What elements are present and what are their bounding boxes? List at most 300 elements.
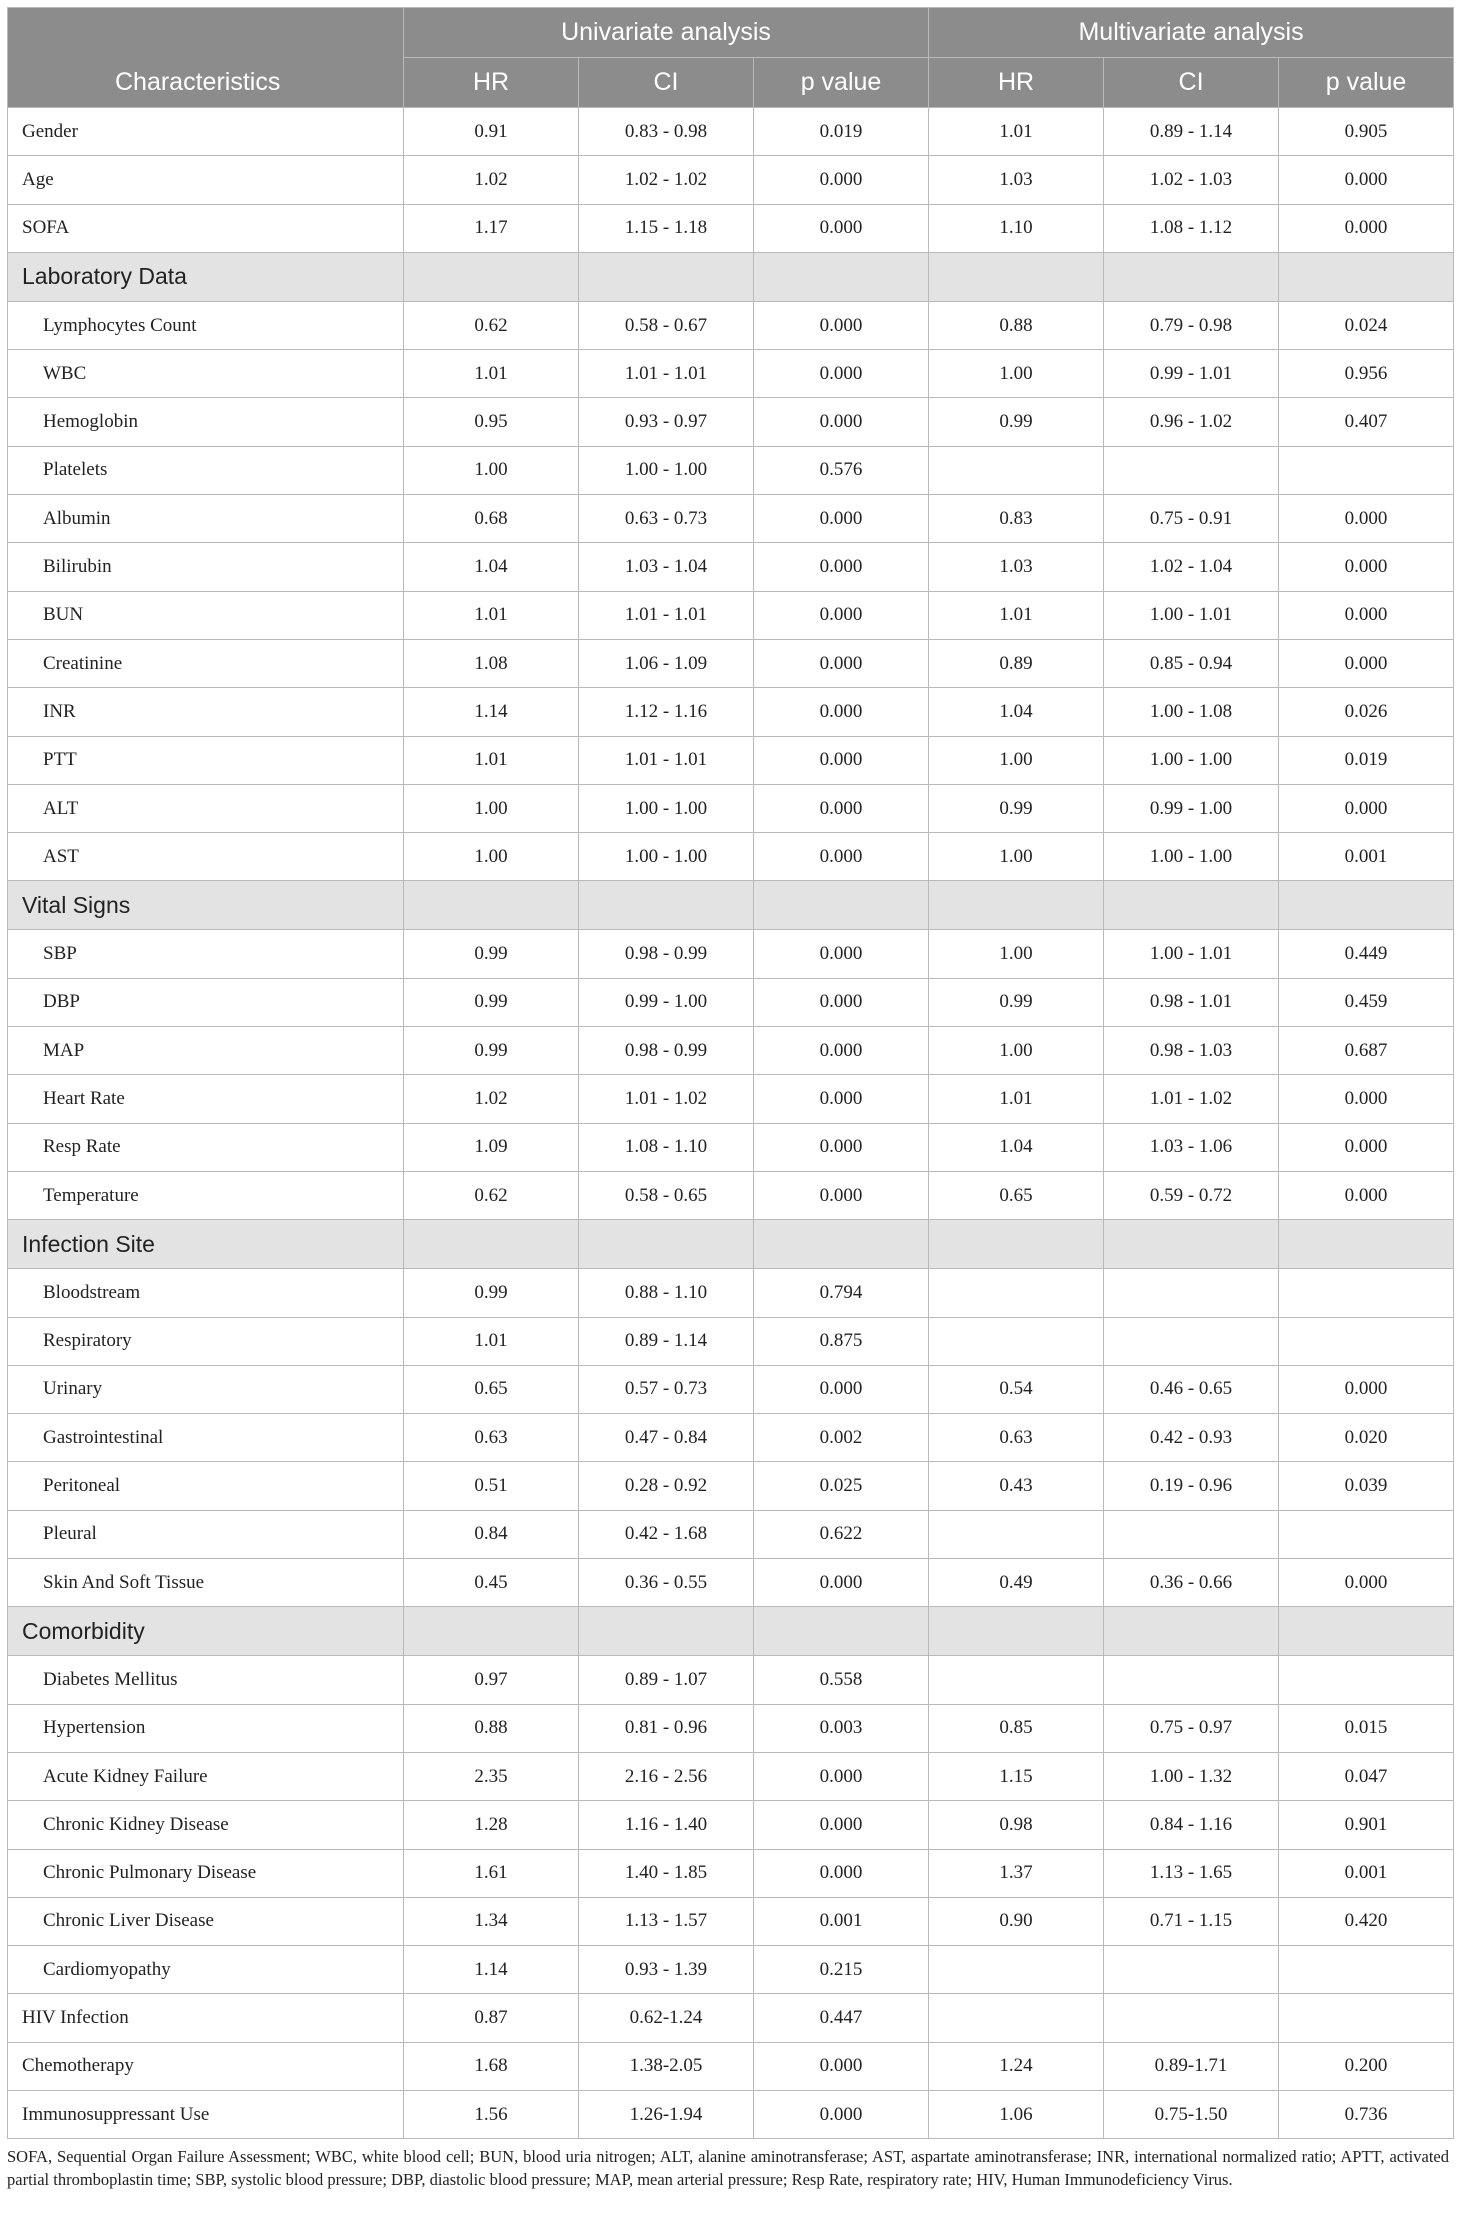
section-empty-cell [1104, 1220, 1279, 1269]
multivariate-hr-cell: 1.00 [929, 833, 1104, 881]
univariate-ci-cell: 0.47 - 0.84 [579, 1414, 754, 1462]
section-empty-cell [754, 881, 929, 930]
multivariate-p-value-cell: 0.449 [1279, 930, 1454, 978]
multivariate-p-value-cell: 0.019 [1279, 736, 1454, 784]
univariate-hr-cell: 0.88 [404, 1704, 579, 1752]
table-row [8, 204, 1454, 252]
section-empty-cell [754, 1220, 929, 1269]
univariate-hr-cell: 0.51 [404, 1462, 579, 1510]
multivariate-hr-cell: 1.00 [929, 736, 1104, 784]
section-empty-cell [579, 1607, 754, 1656]
multivariate-ci-cell: 0.75 - 0.91 [1104, 495, 1279, 543]
multivariate-p-value-cell: 0.000 [1279, 591, 1454, 639]
univariate-p-value-cell: 0.000 [754, 1027, 929, 1075]
table-row [8, 2090, 1454, 2138]
table-footnote: SOFA, Sequential Organ Failure Assessment; WBC, white blood cell; BUN, blood uria nitrogen; ALT, alanine aminotransferase; AST, aspartate aminotransferase; INR, international normalized ratio; APTT, activated partial thromboplastin time; SBP, systolic blood pressure; DBP, diastolic blood pressure; MAP, mean arterial pressure; Resp Rate, respiratory rate; HIV, Human Immunodeficiency Virus. [7, 2147, 1449, 2190]
multivariate-hr-cell [929, 1656, 1104, 1704]
row-label: Cardiomyopathy [8, 1946, 404, 1994]
multivariate-hr-cell: 0.89 [929, 639, 1104, 687]
table-row [8, 1365, 1454, 1413]
univariate-ci-cell: 1.12 - 1.16 [579, 688, 754, 736]
multivariate-p-value-cell: 0.000 [1279, 156, 1454, 204]
row-label: Skin And Soft Tissue [8, 1559, 404, 1607]
section-empty-cell [1104, 881, 1279, 930]
section-empty-cell [754, 252, 929, 301]
univariate-p-value-cell: 0.622 [754, 1510, 929, 1558]
univariate-ci-cell: 1.40 - 1.85 [579, 1849, 754, 1897]
multivariate-p-value-header: p value [1279, 58, 1454, 108]
multivariate-p-value-cell: 0.001 [1279, 1849, 1454, 1897]
table-row [8, 543, 1454, 591]
table-row [8, 1510, 1454, 1558]
multivariate-p-value-cell: 0.000 [1279, 1365, 1454, 1413]
univariate-ci-cell: 1.08 - 1.10 [579, 1123, 754, 1171]
row-label: Lymphocytes Count [8, 301, 404, 349]
row-label: PTT [8, 736, 404, 784]
univariate-ci-cell: 2.16 - 2.56 [579, 1752, 754, 1800]
univariate-p-value-cell: 0.002 [754, 1414, 929, 1462]
univariate-ci-cell: 0.58 - 0.67 [579, 301, 754, 349]
multivariate-hr-cell: 1.10 [929, 204, 1104, 252]
table-row [8, 1317, 1454, 1365]
univariate-ci-cell: 1.00 - 1.00 [579, 446, 754, 494]
section-empty-cell [929, 1607, 1104, 1656]
multivariate-ci-cell: 0.84 - 1.16 [1104, 1801, 1279, 1849]
section-empty-cell [929, 881, 1104, 930]
univariate-p-value-cell: 0.000 [754, 1171, 929, 1219]
multivariate-ci-cell: 0.99 - 1.01 [1104, 350, 1279, 398]
multivariate-ci-cell: 0.59 - 0.72 [1104, 1171, 1279, 1219]
multivariate-ci-cell [1104, 1510, 1279, 1558]
univariate-p-value-cell: 0.576 [754, 446, 929, 494]
row-label: Chronic Kidney Disease [8, 1801, 404, 1849]
univariate-ci-cell: 0.63 - 0.73 [579, 495, 754, 543]
section-label: Comorbidity [8, 1607, 404, 1656]
multivariate-ci-cell [1104, 1946, 1279, 1994]
section-label: Laboratory Data [8, 252, 404, 301]
multivariate-p-value-cell: 0.901 [1279, 1801, 1454, 1849]
section-empty-cell [1104, 1607, 1279, 1656]
univariate-p-value-cell: 0.000 [754, 2042, 929, 2090]
row-label: Chronic Liver Disease [8, 1897, 404, 1945]
table-row [8, 156, 1454, 204]
univariate-hr-cell: 0.95 [404, 398, 579, 446]
univariate-p-value-cell: 0.000 [754, 833, 929, 881]
multivariate-p-value-cell: 0.047 [1279, 1752, 1454, 1800]
multivariate-ci-cell [1104, 1269, 1279, 1317]
multivariate-hr-cell: 0.43 [929, 1462, 1104, 1510]
row-label: Diabetes Mellitus [8, 1656, 404, 1704]
univariate-hr-cell: 1.08 [404, 639, 579, 687]
multivariate-ci-cell [1104, 1994, 1279, 2042]
multivariate-p-value-cell: 0.000 [1279, 1123, 1454, 1171]
univariate-hr-cell: 1.00 [404, 784, 579, 832]
multivariate-ci-cell: 1.03 - 1.06 [1104, 1123, 1279, 1171]
multivariate-p-value-cell [1279, 1317, 1454, 1365]
multivariate-ci-cell: 0.36 - 0.66 [1104, 1559, 1279, 1607]
characteristics-header: Characteristics [8, 8, 404, 108]
row-label: Gender [8, 108, 404, 156]
univariate-ci-cell: 0.81 - 0.96 [579, 1704, 754, 1752]
multivariate-hr-cell [929, 1510, 1104, 1558]
multivariate-p-value-cell [1279, 1510, 1454, 1558]
univariate-ci-cell: 0.93 - 0.97 [579, 398, 754, 446]
multivariate-p-value-cell [1279, 1994, 1454, 2042]
table-row [8, 495, 1454, 543]
multivariate-ci-cell: 1.13 - 1.65 [1104, 1849, 1279, 1897]
table-row [8, 1656, 1454, 1704]
table-row [8, 1269, 1454, 1317]
table-row [8, 1946, 1454, 1994]
table-row [8, 2042, 1454, 2090]
univariate-p-value-cell: 0.794 [754, 1269, 929, 1317]
multivariate-hr-cell: 1.04 [929, 1123, 1104, 1171]
multivariate-p-value-cell: 0.000 [1279, 1559, 1454, 1607]
table-row [8, 1801, 1454, 1849]
univariate-ci-cell: 1.02 - 1.02 [579, 156, 754, 204]
univariate-ci-cell: 0.99 - 1.00 [579, 978, 754, 1026]
univariate-hr-header: HR [404, 58, 579, 108]
row-label: SOFA [8, 204, 404, 252]
univariate-ci-cell: 0.98 - 0.99 [579, 1027, 754, 1075]
multivariate-p-value-cell [1279, 446, 1454, 494]
table-row [8, 1414, 1454, 1462]
section-empty-cell [579, 881, 754, 930]
univariate-hr-cell: 0.91 [404, 108, 579, 156]
multivariate-hr-cell: 0.98 [929, 1801, 1104, 1849]
univariate-ci-cell: 0.58 - 0.65 [579, 1171, 754, 1219]
univariate-hr-cell: 0.68 [404, 495, 579, 543]
univariate-p-value-cell: 0.000 [754, 301, 929, 349]
univariate-p-value-cell: 0.000 [754, 495, 929, 543]
multivariate-p-value-cell [1279, 1269, 1454, 1317]
table-row [8, 978, 1454, 1026]
row-label: SBP [8, 930, 404, 978]
univariate-hr-cell: 1.34 [404, 1897, 579, 1945]
row-label: Urinary [8, 1365, 404, 1413]
section-empty-cell [929, 252, 1104, 301]
univariate-p-value-cell: 0.000 [754, 1365, 929, 1413]
univariate-p-value-cell: 0.000 [754, 398, 929, 446]
univariate-p-value-cell: 0.875 [754, 1317, 929, 1365]
multivariate-hr-cell [929, 446, 1104, 494]
multivariate-p-value-cell: 0.000 [1279, 639, 1454, 687]
multivariate-p-value-cell: 0.001 [1279, 833, 1454, 881]
multivariate-hr-cell: 0.54 [929, 1365, 1104, 1413]
multivariate-hr-cell [929, 1269, 1104, 1317]
table-row [8, 398, 1454, 446]
multivariate-ci-cell: 0.98 - 1.01 [1104, 978, 1279, 1026]
table-row [8, 108, 1454, 156]
univariate-p-value-cell: 0.000 [754, 1075, 929, 1123]
table-row [8, 1704, 1454, 1752]
univariate-ci-cell: 1.16 - 1.40 [579, 1801, 754, 1849]
univariate-hr-cell: 0.65 [404, 1365, 579, 1413]
univariate-hr-cell: 1.02 [404, 1075, 579, 1123]
multivariate-ci-cell: 1.00 - 1.00 [1104, 833, 1279, 881]
univariate-p-value-cell: 0.000 [754, 350, 929, 398]
univariate-p-value-cell: 0.000 [754, 156, 929, 204]
univariate-p-value-cell: 0.000 [754, 1849, 929, 1897]
multivariate-p-value-cell: 0.407 [1279, 398, 1454, 446]
row-label: Age [8, 156, 404, 204]
multivariate-hr-cell: 1.06 [929, 2090, 1104, 2138]
table-row [8, 446, 1454, 494]
univariate-hr-cell: 1.00 [404, 446, 579, 494]
table-row [8, 833, 1454, 881]
multivariate-ci-cell: 0.46 - 0.65 [1104, 1365, 1279, 1413]
table-row [8, 784, 1454, 832]
multivariate-hr-header: HR [929, 58, 1104, 108]
multivariate-ci-cell: 1.02 - 1.04 [1104, 543, 1279, 591]
univariate-p-value-cell: 0.000 [754, 591, 929, 639]
univariate-ci-cell: 1.38-2.05 [579, 2042, 754, 2090]
table-row [8, 301, 1454, 349]
multivariate-ci-cell: 0.99 - 1.00 [1104, 784, 1279, 832]
table-row [8, 1462, 1454, 1510]
section-empty-cell [929, 1220, 1104, 1269]
multivariate-ci-cell: 0.96 - 1.02 [1104, 398, 1279, 446]
table-body [8, 108, 1454, 2139]
section-label: Infection Site [8, 1220, 404, 1269]
multivariate-hr-cell: 1.00 [929, 930, 1104, 978]
multivariate-hr-cell: 1.24 [929, 2042, 1104, 2090]
multivariate-ci-cell: 1.00 - 1.01 [1104, 930, 1279, 978]
univariate-hr-cell: 0.62 [404, 301, 579, 349]
section-empty-cell [404, 1220, 579, 1269]
univariate-p-value-cell: 0.447 [754, 1994, 929, 2042]
univariate-ci-cell: 1.00 - 1.00 [579, 784, 754, 832]
univariate-p-value-cell: 0.025 [754, 1462, 929, 1510]
multivariate-hr-cell: 1.03 [929, 156, 1104, 204]
row-label: Immunosuppressant Use [8, 2090, 404, 2138]
section-empty-cell [404, 1607, 579, 1656]
univariate-p-value-header: p value [754, 58, 929, 108]
row-label: HIV Infection [8, 1994, 404, 2042]
univariate-p-value-cell: 0.001 [754, 1897, 929, 1945]
multivariate-p-value-cell: 0.420 [1279, 1897, 1454, 1945]
multivariate-hr-cell: 1.01 [929, 591, 1104, 639]
row-label: Platelets [8, 446, 404, 494]
multivariate-ci-cell: 0.85 - 0.94 [1104, 639, 1279, 687]
table-row [8, 639, 1454, 687]
table-row [8, 1123, 1454, 1171]
univariate-ci-cell: 0.83 - 0.98 [579, 108, 754, 156]
hazard-ratio-table [7, 7, 1454, 2139]
row-label: Chronic Pulmonary Disease [8, 1849, 404, 1897]
multivariate-hr-cell: 0.83 [929, 495, 1104, 543]
multivariate-ci-cell: 1.00 - 1.32 [1104, 1752, 1279, 1800]
multivariate-p-value-cell: 0.200 [1279, 2042, 1454, 2090]
table-row [8, 1559, 1454, 1607]
section-empty-cell [579, 1220, 754, 1269]
multivariate-hr-cell [929, 1994, 1104, 2042]
multivariate-ci-cell: 1.00 - 1.08 [1104, 688, 1279, 736]
row-label: Peritoneal [8, 1462, 404, 1510]
table-row [8, 350, 1454, 398]
section-header-row [8, 1220, 1454, 1269]
multivariate-ci-cell: 0.19 - 0.96 [1104, 1462, 1279, 1510]
section-header-row [8, 252, 1454, 301]
multivariate-ci-cell: 0.98 - 1.03 [1104, 1027, 1279, 1075]
multivariate-p-value-cell: 0.459 [1279, 978, 1454, 1026]
row-label: AST [8, 833, 404, 881]
univariate-hr-cell: 0.99 [404, 1027, 579, 1075]
univariate-ci-cell: 0.98 - 0.99 [579, 930, 754, 978]
univariate-p-value-cell: 0.000 [754, 930, 929, 978]
section-label: Vital Signs [8, 881, 404, 930]
univariate-hr-cell: 0.63 [404, 1414, 579, 1462]
multivariate-p-value-cell: 0.000 [1279, 495, 1454, 543]
section-empty-cell [579, 252, 754, 301]
multivariate-hr-cell: 1.37 [929, 1849, 1104, 1897]
univariate-p-value-cell: 0.000 [754, 688, 929, 736]
multivariate-hr-cell: 1.01 [929, 1075, 1104, 1123]
section-header-row [8, 881, 1454, 930]
univariate-p-value-cell: 0.000 [754, 1801, 929, 1849]
section-empty-cell [1279, 1607, 1454, 1656]
univariate-hr-cell: 1.02 [404, 156, 579, 204]
multivariate-p-value-cell: 0.015 [1279, 1704, 1454, 1752]
univariate-p-value-cell: 0.000 [754, 543, 929, 591]
univariate-ci-cell: 1.01 - 1.01 [579, 350, 754, 398]
multivariate-ci-cell: 0.71 - 1.15 [1104, 1897, 1279, 1945]
row-label: Bilirubin [8, 543, 404, 591]
univariate-p-value-cell: 0.000 [754, 204, 929, 252]
multivariate-p-value-cell [1279, 1656, 1454, 1704]
multivariate-ci-cell: 1.02 - 1.03 [1104, 156, 1279, 204]
row-label: Albumin [8, 495, 404, 543]
univariate-hr-cell: 1.00 [404, 833, 579, 881]
univariate-hr-cell: 0.87 [404, 1994, 579, 2042]
section-empty-cell [1279, 1220, 1454, 1269]
multivariate-p-value-cell: 0.000 [1279, 784, 1454, 832]
table-row [8, 1897, 1454, 1945]
univariate-p-value-cell: 0.000 [754, 784, 929, 832]
univariate-p-value-cell: 0.000 [754, 639, 929, 687]
row-label: Heart Rate [8, 1075, 404, 1123]
multivariate-header: Multivariate analysis [929, 8, 1454, 58]
row-label: DBP [8, 978, 404, 1026]
row-label: BUN [8, 591, 404, 639]
table-row [8, 736, 1454, 784]
multivariate-ci-cell: 1.00 - 1.01 [1104, 591, 1279, 639]
univariate-hr-cell: 2.35 [404, 1752, 579, 1800]
row-label: Respiratory [8, 1317, 404, 1365]
univariate-hr-cell: 1.01 [404, 1317, 579, 1365]
univariate-hr-cell: 1.04 [404, 543, 579, 591]
univariate-ci-cell: 0.36 - 0.55 [579, 1559, 754, 1607]
multivariate-ci-cell: 0.75 - 0.97 [1104, 1704, 1279, 1752]
multivariate-hr-cell: 1.00 [929, 1027, 1104, 1075]
multivariate-p-value-cell: 0.736 [1279, 2090, 1454, 2138]
section-empty-cell [1279, 881, 1454, 930]
multivariate-ci-cell [1104, 446, 1279, 494]
section-empty-cell [1104, 252, 1279, 301]
multivariate-p-value-cell: 0.000 [1279, 204, 1454, 252]
multivariate-hr-cell: 0.85 [929, 1704, 1104, 1752]
multivariate-p-value-cell: 0.000 [1279, 1171, 1454, 1219]
univariate-ci-cell: 1.01 - 1.02 [579, 1075, 754, 1123]
univariate-hr-cell: 1.09 [404, 1123, 579, 1171]
multivariate-hr-cell: 0.63 [929, 1414, 1104, 1462]
table-row [8, 688, 1454, 736]
section-empty-cell [754, 1607, 929, 1656]
multivariate-ci-cell: 1.08 - 1.12 [1104, 204, 1279, 252]
row-label: Creatinine [8, 639, 404, 687]
univariate-ci-cell: 1.03 - 1.04 [579, 543, 754, 591]
row-label: MAP [8, 1027, 404, 1075]
univariate-hr-cell: 0.97 [404, 1656, 579, 1704]
univariate-ci-cell: 1.15 - 1.18 [579, 204, 754, 252]
univariate-ci-cell: 0.62-1.24 [579, 1994, 754, 2042]
table-row [8, 1075, 1454, 1123]
univariate-p-value-cell: 0.000 [754, 2090, 929, 2138]
univariate-p-value-cell: 0.000 [754, 978, 929, 1026]
univariate-ci-header: CI [579, 58, 754, 108]
multivariate-hr-cell: 1.00 [929, 350, 1104, 398]
multivariate-ci-cell [1104, 1317, 1279, 1365]
multivariate-hr-cell: 0.90 [929, 1897, 1104, 1945]
row-label: Acute Kidney Failure [8, 1752, 404, 1800]
univariate-p-value-cell: 0.000 [754, 1559, 929, 1607]
multivariate-hr-cell: 1.01 [929, 108, 1104, 156]
univariate-hr-cell: 1.61 [404, 1849, 579, 1897]
multivariate-p-value-cell: 0.000 [1279, 1075, 1454, 1123]
univariate-p-value-cell: 0.019 [754, 108, 929, 156]
univariate-ci-cell: 0.89 - 1.07 [579, 1656, 754, 1704]
multivariate-ci-cell: 0.79 - 0.98 [1104, 301, 1279, 349]
multivariate-p-value-cell: 0.956 [1279, 350, 1454, 398]
univariate-hr-cell: 0.62 [404, 1171, 579, 1219]
multivariate-p-value-cell: 0.000 [1279, 543, 1454, 591]
univariate-p-value-cell: 0.003 [754, 1704, 929, 1752]
univariate-p-value-cell: 0.215 [754, 1946, 929, 1994]
multivariate-p-value-cell: 0.039 [1279, 1462, 1454, 1510]
univariate-ci-cell: 1.06 - 1.09 [579, 639, 754, 687]
row-label: Chemotherapy [8, 2042, 404, 2090]
row-label: Hypertension [8, 1704, 404, 1752]
table-header [8, 8, 1454, 108]
univariate-hr-cell: 1.68 [404, 2042, 579, 2090]
univariate-ci-cell: 0.93 - 1.39 [579, 1946, 754, 1994]
section-header-row [8, 1607, 1454, 1656]
row-label: Gastrointestinal [8, 1414, 404, 1462]
univariate-ci-cell: 1.01 - 1.01 [579, 736, 754, 784]
univariate-hr-cell: 1.56 [404, 2090, 579, 2138]
univariate-ci-cell: 0.42 - 1.68 [579, 1510, 754, 1558]
multivariate-hr-cell: 0.99 [929, 398, 1104, 446]
univariate-ci-cell: 1.13 - 1.57 [579, 1897, 754, 1945]
row-label: Resp Rate [8, 1123, 404, 1171]
univariate-hr-cell: 1.01 [404, 591, 579, 639]
multivariate-p-value-cell: 0.026 [1279, 688, 1454, 736]
univariate-ci-cell: 0.57 - 0.73 [579, 1365, 754, 1413]
multivariate-p-value-cell [1279, 1946, 1454, 1994]
univariate-p-value-cell: 0.558 [754, 1656, 929, 1704]
univariate-hr-cell: 0.99 [404, 1269, 579, 1317]
univariate-hr-cell: 1.01 [404, 350, 579, 398]
univariate-header: Univariate analysis [404, 8, 929, 58]
table-row [8, 1994, 1454, 2042]
univariate-hr-cell: 1.01 [404, 736, 579, 784]
univariate-hr-cell: 0.45 [404, 1559, 579, 1607]
table-row [8, 930, 1454, 978]
section-empty-cell [1279, 252, 1454, 301]
table-row [8, 1849, 1454, 1897]
multivariate-p-value-cell: 0.020 [1279, 1414, 1454, 1462]
univariate-ci-cell: 1.26-1.94 [579, 2090, 754, 2138]
